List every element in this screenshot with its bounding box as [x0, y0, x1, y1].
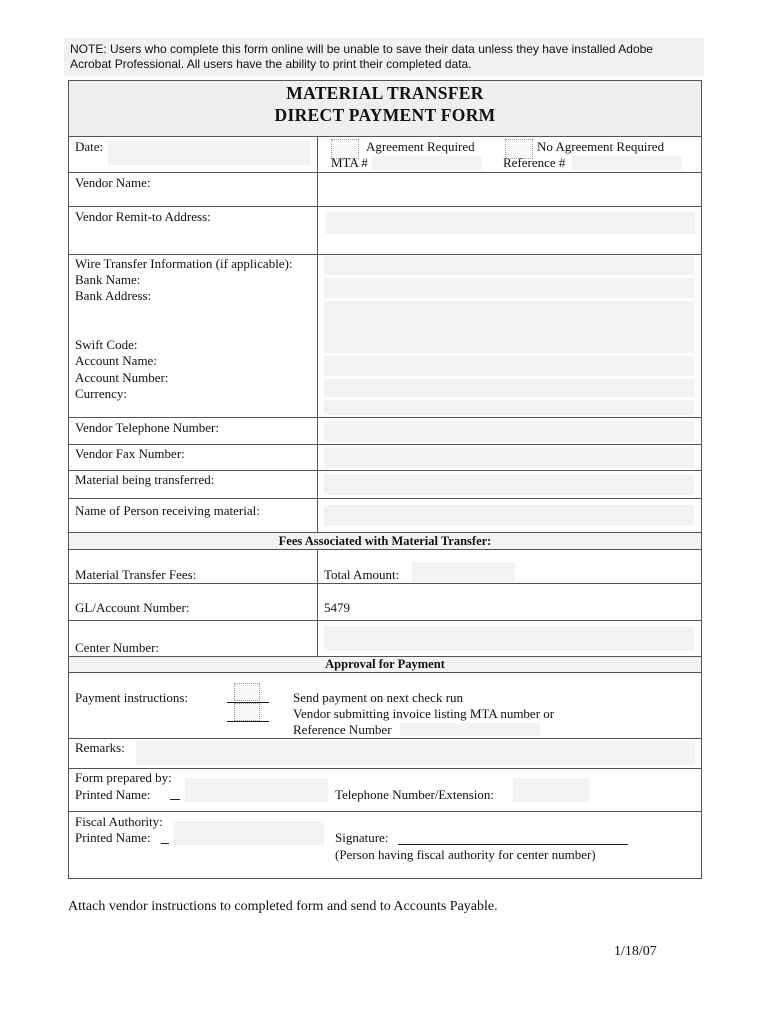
row-divider — [68, 206, 702, 207]
printed-name-field[interactable] — [185, 778, 328, 802]
agreement-required-label: Agreement Required — [366, 139, 475, 154]
total-amount-label: Total Amount: — [324, 567, 400, 582]
reference-label: Reference # — [503, 155, 566, 170]
vendor-remit-field[interactable] — [325, 212, 695, 234]
fiscal-authority-label: Fiscal Authority: — [75, 814, 163, 829]
vendor-remit-label: Vendor Remit-to Address: — [75, 209, 211, 224]
row-divider — [68, 768, 702, 769]
notice-banner — [64, 38, 704, 76]
printed-name-label: Printed Name: — [75, 787, 151, 802]
wire-transfer-heading: Wire Transfer Information (if applicable): — [75, 256, 293, 271]
center-number-field[interactable] — [324, 626, 694, 651]
checkbox-underline — [227, 721, 269, 722]
row-divider — [68, 811, 702, 812]
account-name-label: Account Name: — [75, 353, 157, 368]
row-divider — [68, 620, 702, 621]
wire-info-field[interactable] — [324, 256, 694, 275]
prepared-by-label: Form prepared by: — [75, 770, 172, 785]
reference-field[interactable] — [572, 156, 682, 170]
date-field[interactable] — [108, 141, 310, 165]
form-title-line-1: MATERIAL TRANSFER — [286, 83, 484, 103]
row-divider — [68, 444, 702, 445]
row-divider — [68, 549, 702, 550]
remarks-label: Remarks: — [75, 740, 125, 755]
row-divider — [68, 254, 702, 255]
material-label: Material being transferred: — [75, 472, 215, 487]
column-divider — [317, 549, 318, 656]
gl-account-label: GL/Account Number: — [75, 600, 190, 615]
column-divider — [317, 136, 318, 532]
footer-date: 1/18/07 — [614, 944, 657, 959]
receiver-field[interactable] — [324, 505, 694, 526]
bank-address-field[interactable] — [324, 301, 694, 353]
vendor-name-label: Vendor Name: — [75, 175, 151, 190]
vendor-fax-label: Vendor Fax Number: — [75, 446, 185, 461]
row-divider — [68, 738, 702, 739]
printed-name-underline — [170, 799, 180, 800]
mta-field[interactable] — [372, 156, 482, 170]
telephone-ext-label: Telephone Number/Extension: — [335, 787, 495, 802]
center-number-label: Center Number: — [75, 640, 160, 655]
option-invoice-listing-line2: Reference Number — [293, 722, 392, 737]
row-divider — [68, 172, 702, 173]
telephone-ext-field[interactable] — [513, 778, 589, 802]
row-divider — [68, 470, 702, 471]
notice-line-1: NOTE: Users who complete this form online will be unable to save their data unless they have installed Adobe — [70, 42, 653, 56]
date-label: Date: — [75, 139, 104, 154]
printed-name-2-underline — [161, 843, 169, 844]
swift-account-field[interactable] — [324, 356, 694, 376]
bank-address-label: Bank Address: — [75, 288, 152, 303]
account-number-field[interactable] — [324, 379, 694, 397]
next-check-run-checkbox[interactable] — [234, 683, 260, 701]
vendor-phone-label: Vendor Telephone Number: — [75, 420, 219, 435]
currency-label: Currency: — [75, 386, 127, 401]
row-divider — [68, 136, 702, 137]
printed-name-2-label: Printed Name: — [75, 830, 151, 845]
invoice-listing-checkbox[interactable] — [234, 703, 260, 721]
vendor-fax-field[interactable] — [324, 447, 694, 468]
no-agreement-label: No Agreement Required — [537, 139, 665, 154]
approval-section-header: Approval for Payment — [69, 657, 701, 672]
gl-account-value: 5479 — [324, 600, 350, 615]
row-divider — [68, 417, 702, 418]
row-divider — [68, 672, 702, 673]
row-divider — [68, 583, 702, 584]
remarks-field[interactable] — [136, 741, 695, 765]
receiver-label: Name of Person receiving material: — [75, 503, 260, 518]
bank-name-label: Bank Name: — [75, 272, 141, 287]
notice-line-2: Acrobat Professional. All users have the ability to print their completed data. — [70, 57, 472, 71]
signature-line[interactable] — [398, 844, 628, 845]
signature-label: Signature: — [335, 830, 389, 845]
printed-name-2-field[interactable] — [173, 821, 324, 845]
signature-note: (Person having fiscal authority for center number) — [335, 847, 596, 862]
footer-instruction: Attach vendor instructions to completed form and send to Accounts Payable. — [68, 899, 498, 914]
fees-section-header: Fees Associated with Material Transfer: — [69, 533, 701, 549]
form-title-line-2: DIRECT PAYMENT FORM — [274, 105, 496, 125]
mta-label: MTA # — [331, 155, 368, 170]
swift-code-label: Swift Code: — [75, 337, 138, 352]
row-divider — [68, 498, 702, 499]
option-next-check-run: Send payment on next check run — [293, 690, 464, 705]
account-number-label: Account Number: — [75, 370, 169, 385]
total-amount-field[interactable] — [412, 562, 515, 582]
bank-name-field[interactable] — [324, 278, 694, 298]
material-field[interactable] — [324, 474, 694, 495]
option-invoice-listing-line1: Vendor submitting invoice listing MTA number or — [293, 706, 555, 721]
currency-field[interactable] — [324, 400, 694, 415]
vendor-phone-field[interactable] — [324, 421, 694, 442]
reference-number-field[interactable] — [400, 723, 540, 736]
payment-instructions-label: Payment instructions: — [75, 690, 189, 705]
transfer-fees-label: Material Transfer Fees: — [75, 567, 197, 582]
